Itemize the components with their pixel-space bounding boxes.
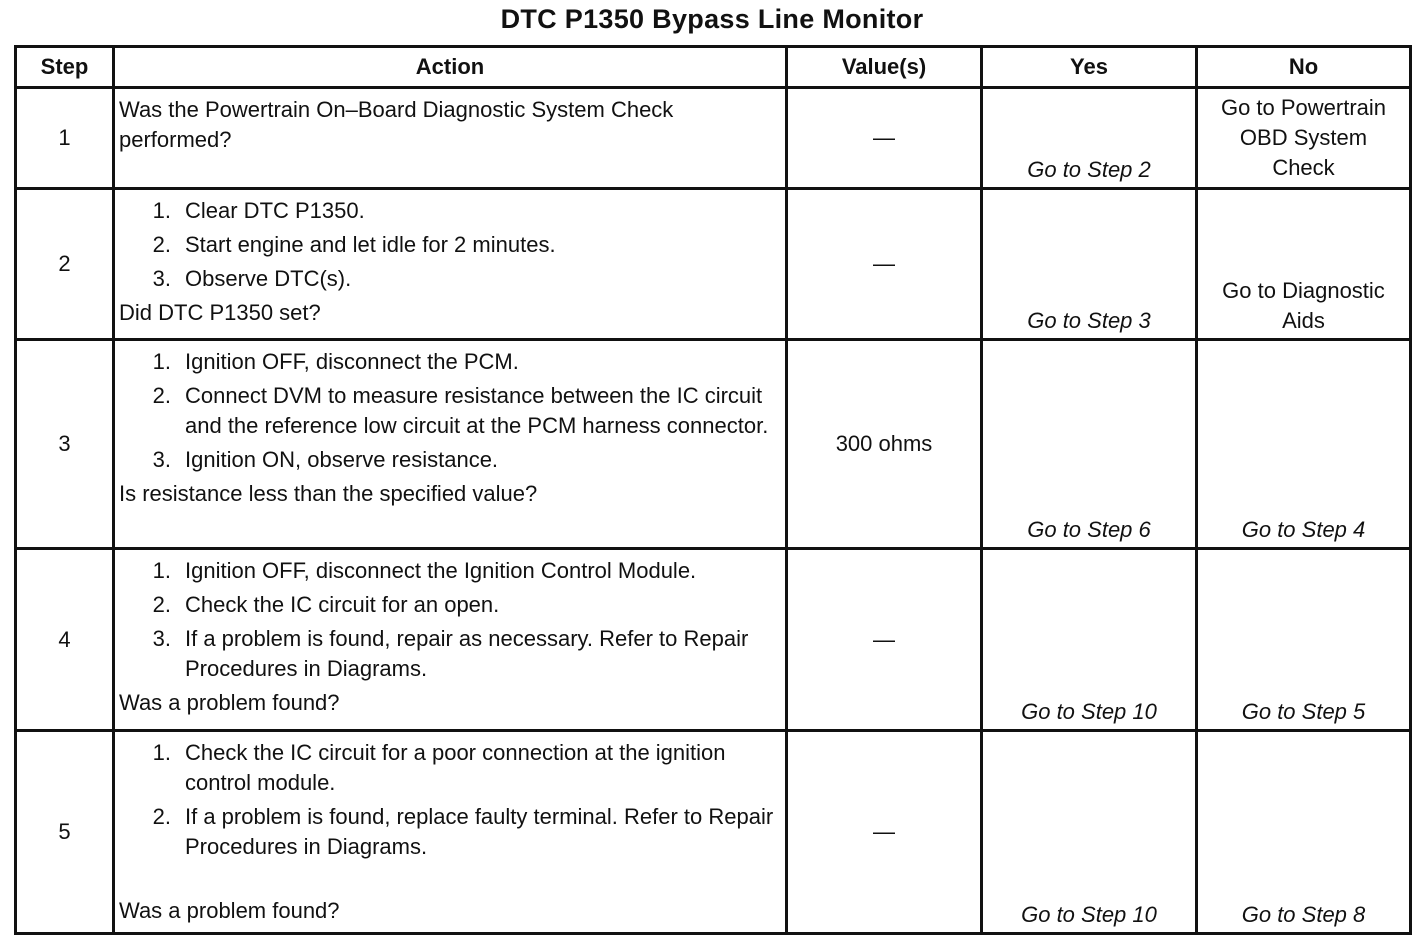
item-number: 1. <box>152 349 171 374</box>
no-goto: Go to Step 4 <box>1241 517 1366 542</box>
item-text: Clear DTC P1350. <box>185 198 365 223</box>
header-action: Action <box>114 47 787 88</box>
action-steps <box>119 556 775 684</box>
item-text: Ignition ON, observe resistance. <box>185 447 499 472</box>
action-cell <box>114 88 787 189</box>
diagnostic-table <box>14 45 1412 935</box>
yes-goto: Go to Step 10 <box>1021 699 1157 724</box>
item-text: If a problem is found, replace faulty terminal. Refer to Repair Procedures in Diagrams. <box>185 804 774 859</box>
header-yes: Yes <box>982 47 1197 88</box>
document-title: DTC P1350 Bypass Line Monitor <box>500 4 924 34</box>
value-cell: 300 ohms <box>787 340 982 549</box>
action-steps <box>119 196 775 294</box>
yes-cell <box>982 88 1197 189</box>
action-cell <box>114 340 787 549</box>
action-cell <box>114 731 787 934</box>
item-number: 3. <box>152 447 171 472</box>
no-cell <box>1197 340 1411 549</box>
item-number: 2. <box>152 592 171 617</box>
yes-goto: Go to Step 6 <box>1027 517 1151 542</box>
yes-goto: Go to Step 2 <box>1027 157 1151 182</box>
list-item <box>119 624 775 684</box>
header-no: No <box>1197 47 1411 88</box>
value-cell: — <box>787 549 982 731</box>
no-cell <box>1197 549 1411 731</box>
item-text: Connect DVM to measure resistance between the IC circuit and the reference low circuit at the PCM harness connector. <box>185 383 769 438</box>
item-number: 2. <box>152 232 171 257</box>
item-text: Ignition OFF, disconnect the PCM. <box>185 349 519 374</box>
list-item <box>119 738 775 798</box>
item-number: 3. <box>152 626 171 651</box>
list-item <box>119 590 775 620</box>
item-text: If a problem is found, repair as necessary. Refer to Repair Procedures in Diagrams. <box>185 626 749 681</box>
list-item <box>119 802 775 862</box>
value-cell: — <box>787 189 982 340</box>
item-text: Ignition OFF, disconnect the Ignition Control Module. <box>185 558 697 583</box>
item-text: Start engine and let idle for 2 minutes. <box>185 232 556 257</box>
action-question: Is resistance less than the specified value? <box>119 481 538 506</box>
no-goto: Go to Step 5 <box>1241 699 1366 724</box>
action-question: Did DTC P1350 set? <box>119 300 321 325</box>
item-number: 3. <box>152 266 171 291</box>
no-goto: Go to Powertrain OBD System Check <box>1220 95 1387 180</box>
no-goto: Go to Diagnostic Aids <box>1222 278 1385 333</box>
action-question: Was a problem found? <box>119 898 340 923</box>
action-cell <box>114 549 787 731</box>
item-number: 1. <box>152 740 171 765</box>
yes-goto: Go to Step 10 <box>1021 902 1157 927</box>
table-row <box>16 549 1411 731</box>
item-text: Check the IC circuit for a poor connection at the ignition control module. <box>185 740 726 795</box>
action-steps <box>119 738 775 862</box>
header-step: Step <box>16 47 114 88</box>
step-number: 3 <box>16 340 114 549</box>
step-number: 1 <box>16 88 114 189</box>
yes-cell <box>982 549 1197 731</box>
no-goto: Go to Step 8 <box>1241 902 1366 927</box>
item-number: 1. <box>152 198 171 223</box>
table-row <box>16 731 1411 934</box>
yes-cell <box>982 340 1197 549</box>
table-row <box>16 340 1411 549</box>
no-cell <box>1197 88 1411 189</box>
list-item <box>119 347 775 377</box>
action-cell <box>114 189 787 340</box>
item-number: 2. <box>152 804 171 829</box>
step-number: 2 <box>16 189 114 340</box>
table-row <box>16 88 1411 189</box>
list-item <box>119 445 775 475</box>
list-item <box>119 381 775 441</box>
table-row <box>16 189 1411 340</box>
step-number: 5 <box>16 731 114 934</box>
yes-goto: Go to Step 3 <box>1027 308 1151 333</box>
item-text: Check the IC circuit for an open. <box>185 592 500 617</box>
value-cell: — <box>787 88 982 189</box>
item-text: Observe DTC(s). <box>185 266 352 291</box>
yes-cell <box>982 731 1197 934</box>
list-item <box>119 196 775 226</box>
step-number: 4 <box>16 549 114 731</box>
action-question: Was the Powertrain On–Board Diagnostic System Check performed? <box>119 97 674 152</box>
table-header-row <box>16 47 1411 88</box>
value-cell: — <box>787 731 982 934</box>
action-question: Was a problem found? <box>119 690 340 715</box>
spacer <box>119 866 775 896</box>
no-cell <box>1197 731 1411 934</box>
list-item <box>119 230 775 260</box>
list-item <box>119 264 775 294</box>
item-number: 2. <box>152 383 171 408</box>
item-number: 1. <box>152 558 171 583</box>
action-steps <box>119 347 775 475</box>
yes-cell <box>982 189 1197 340</box>
list-item <box>119 556 775 586</box>
no-cell <box>1197 189 1411 340</box>
header-values: Value(s) <box>787 47 982 88</box>
